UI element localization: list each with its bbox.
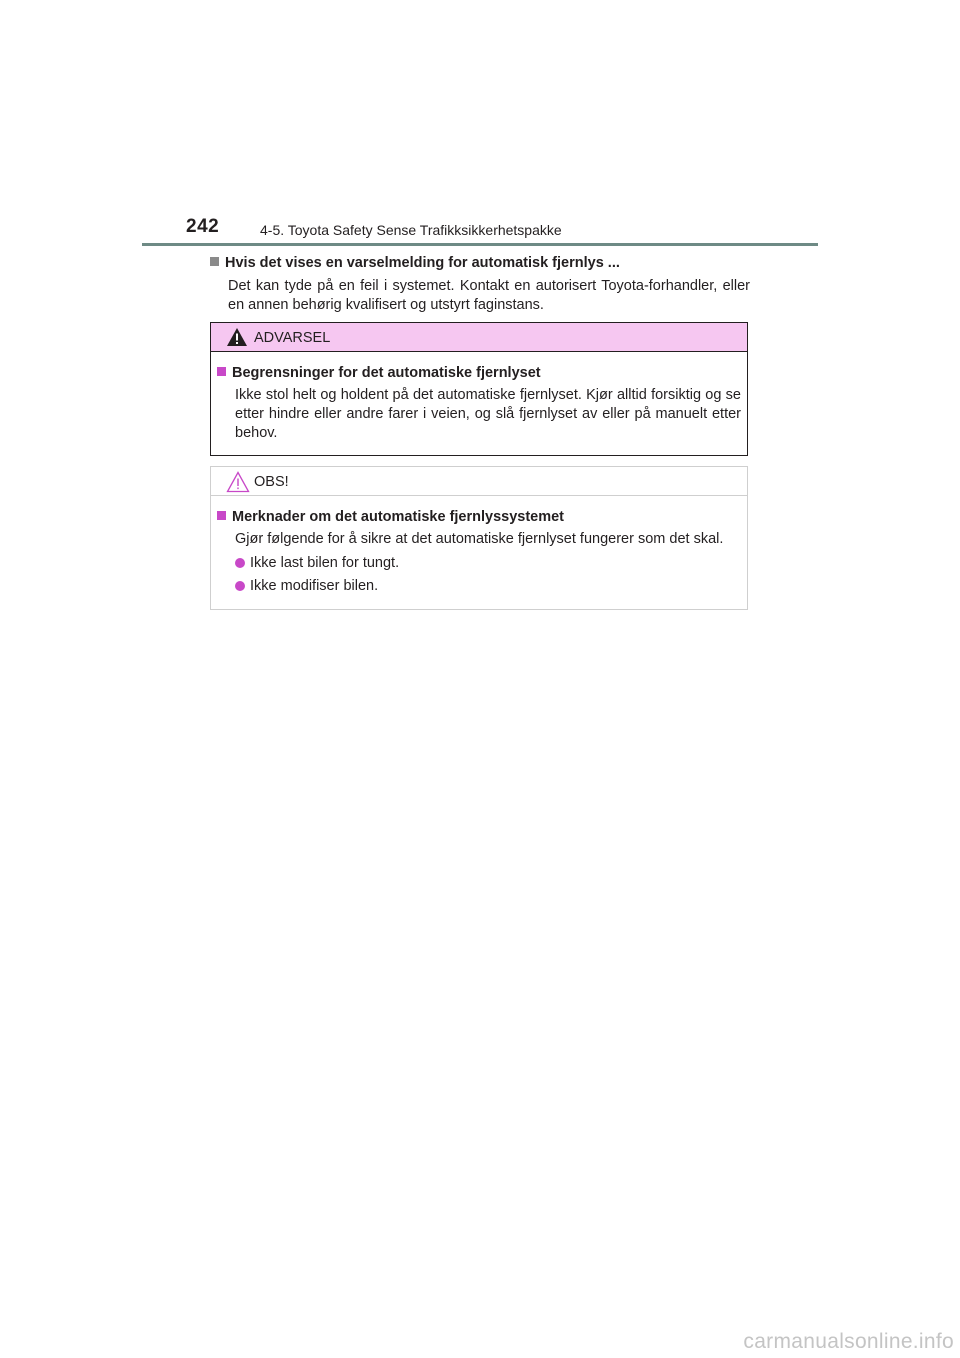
warning-item-body: Ikke stol helt og holdent på det automatiske fjernlyset. Kjør alltid forsiktig og se etter hindre eller andre farer i veien, og slå fjernlyset av eller på manuelt etter behov.: [235, 387, 741, 441]
warning-box-header: [211, 323, 747, 352]
square-bullet-icon: [210, 257, 219, 266]
square-bullet-icon: [217, 511, 226, 520]
section-title: 4-5. Toyota Safety Sense Trafikksikkerhetspakke: [260, 222, 562, 238]
caution-item-heading: [217, 508, 741, 527]
intro-section: [210, 254, 750, 315]
caution-triangle-outline-icon: [226, 471, 250, 493]
caution-content: [211, 496, 747, 596]
caution-box: [210, 466, 748, 610]
list-item-text: Ikke last bilen for tungt.: [250, 555, 400, 571]
caution-box-header: [211, 467, 747, 496]
caution-bullet-list: [235, 554, 741, 596]
page-number: 242: [186, 216, 220, 237]
caution-label: OBS!: [254, 474, 289, 490]
header-rule: [142, 243, 818, 246]
warning-item-heading: [217, 364, 741, 383]
warning-label: ADVARSEL: [254, 330, 331, 346]
warning-triangle-icon: [226, 327, 248, 347]
warning-box: [210, 322, 748, 456]
intro-heading: [210, 254, 750, 273]
bullet-dot-icon: [235, 558, 245, 568]
warning-content: [211, 352, 747, 443]
warning-item-heading-text: Begrensninger for det automatiske fjernlyset: [232, 365, 541, 381]
caution-item-heading-text: Merknader om det automatiske fjernlyssystemet: [232, 509, 565, 525]
bullet-dot-icon: [235, 581, 245, 591]
list-item: [235, 577, 741, 596]
square-bullet-icon: [217, 367, 226, 376]
list-item-text: Ikke modifiser bilen.: [250, 578, 379, 594]
intro-heading-text: Hvis det vises en varselmelding for automatisk fjernlys ...: [225, 255, 620, 271]
list-item: [235, 554, 741, 573]
caution-item-body: Gjør følgende for å sikre at det automatiske fjernlyset fungerer som det skal.: [235, 531, 724, 547]
intro-body: Det kan tyde på en feil i systemet. Kontakt en autorisert Toyota-forhandler, eller en annen behørig kvalifisert og utstyrt faginstans.: [228, 278, 750, 313]
watermark: carmanualsonline.info: [743, 1330, 954, 1353]
